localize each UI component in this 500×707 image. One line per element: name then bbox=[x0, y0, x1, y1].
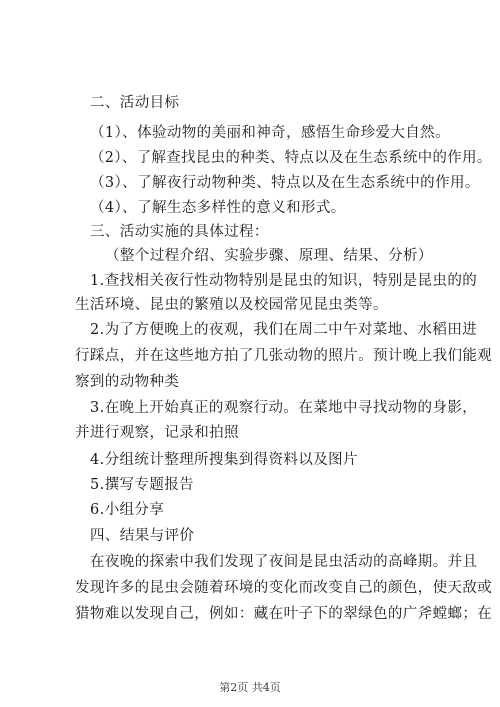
goal-item-3: （3）、了解夜行动物种类、特点以及在生态系统中的作用。 bbox=[90, 175, 480, 191]
process-step-1-line-2: 生活环境、昆虫的繁殖以及校园常见昆虫类等。 bbox=[75, 297, 388, 313]
process-step-2-line-2: 行踩点，并在这些地方拍了几张动物的照片。预计晚上我们能观 bbox=[75, 348, 493, 364]
goal-item-4: （4）、了解生态多样性的意义和形式。 bbox=[90, 200, 346, 216]
process-step-4: 4.分组统计整理所搜集到得资料以及图片 bbox=[90, 452, 358, 468]
goal-item-1: （1）、体验动物的美丽和神奇，感悟生命珍爱大自然。 bbox=[90, 125, 450, 141]
section-heading-process: 三、活动实施的具体过程： bbox=[90, 224, 269, 240]
process-step-3-line-2: 并进行观察，记录和拍照 bbox=[75, 425, 239, 441]
section-heading-goals: 二、活动目标 bbox=[90, 95, 180, 111]
process-step-5: 5.撰写专题报告 bbox=[90, 477, 195, 493]
process-step-3-line-1: 3.在晚上开始真正的观察行动。在菜地中寻找动物的身影， bbox=[90, 400, 478, 416]
results-para-line-1: 在夜晚的探索中我们发现了夜间是昆虫活动的高峰期。并且 bbox=[90, 554, 478, 570]
process-step-1-line-1: 1.查找相关夜行性动物特别是昆虫的知识，特别是昆虫的的 bbox=[90, 273, 478, 289]
process-step-2-line-1: 2.为了方便晚上的夜观，我们在周二中午对菜地、水稻田进 bbox=[90, 322, 478, 338]
page-footer: 第2页 共4页 bbox=[219, 681, 281, 694]
process-subtitle: （整个过程介绍、实验步骤、原理、结果、分析） bbox=[105, 248, 433, 264]
results-para-line-2: 发现许多的昆虫会随着环境的变化而改变自己的颜色，使天敌或 bbox=[75, 580, 493, 596]
process-step-2-line-3: 察到的动物种类 bbox=[75, 374, 180, 390]
section-heading-results: 四、结果与评价 bbox=[90, 528, 195, 544]
process-step-6: 6.小组分享 bbox=[90, 502, 165, 518]
results-para-line-3: 猎物难以发现自己，例如：藏在叶子下的翠绿色的广斧螳螂；在 bbox=[75, 606, 493, 622]
goal-item-2: （2）、了解查找昆虫的种类、特点以及在生态系统中的作用。 bbox=[90, 150, 492, 166]
